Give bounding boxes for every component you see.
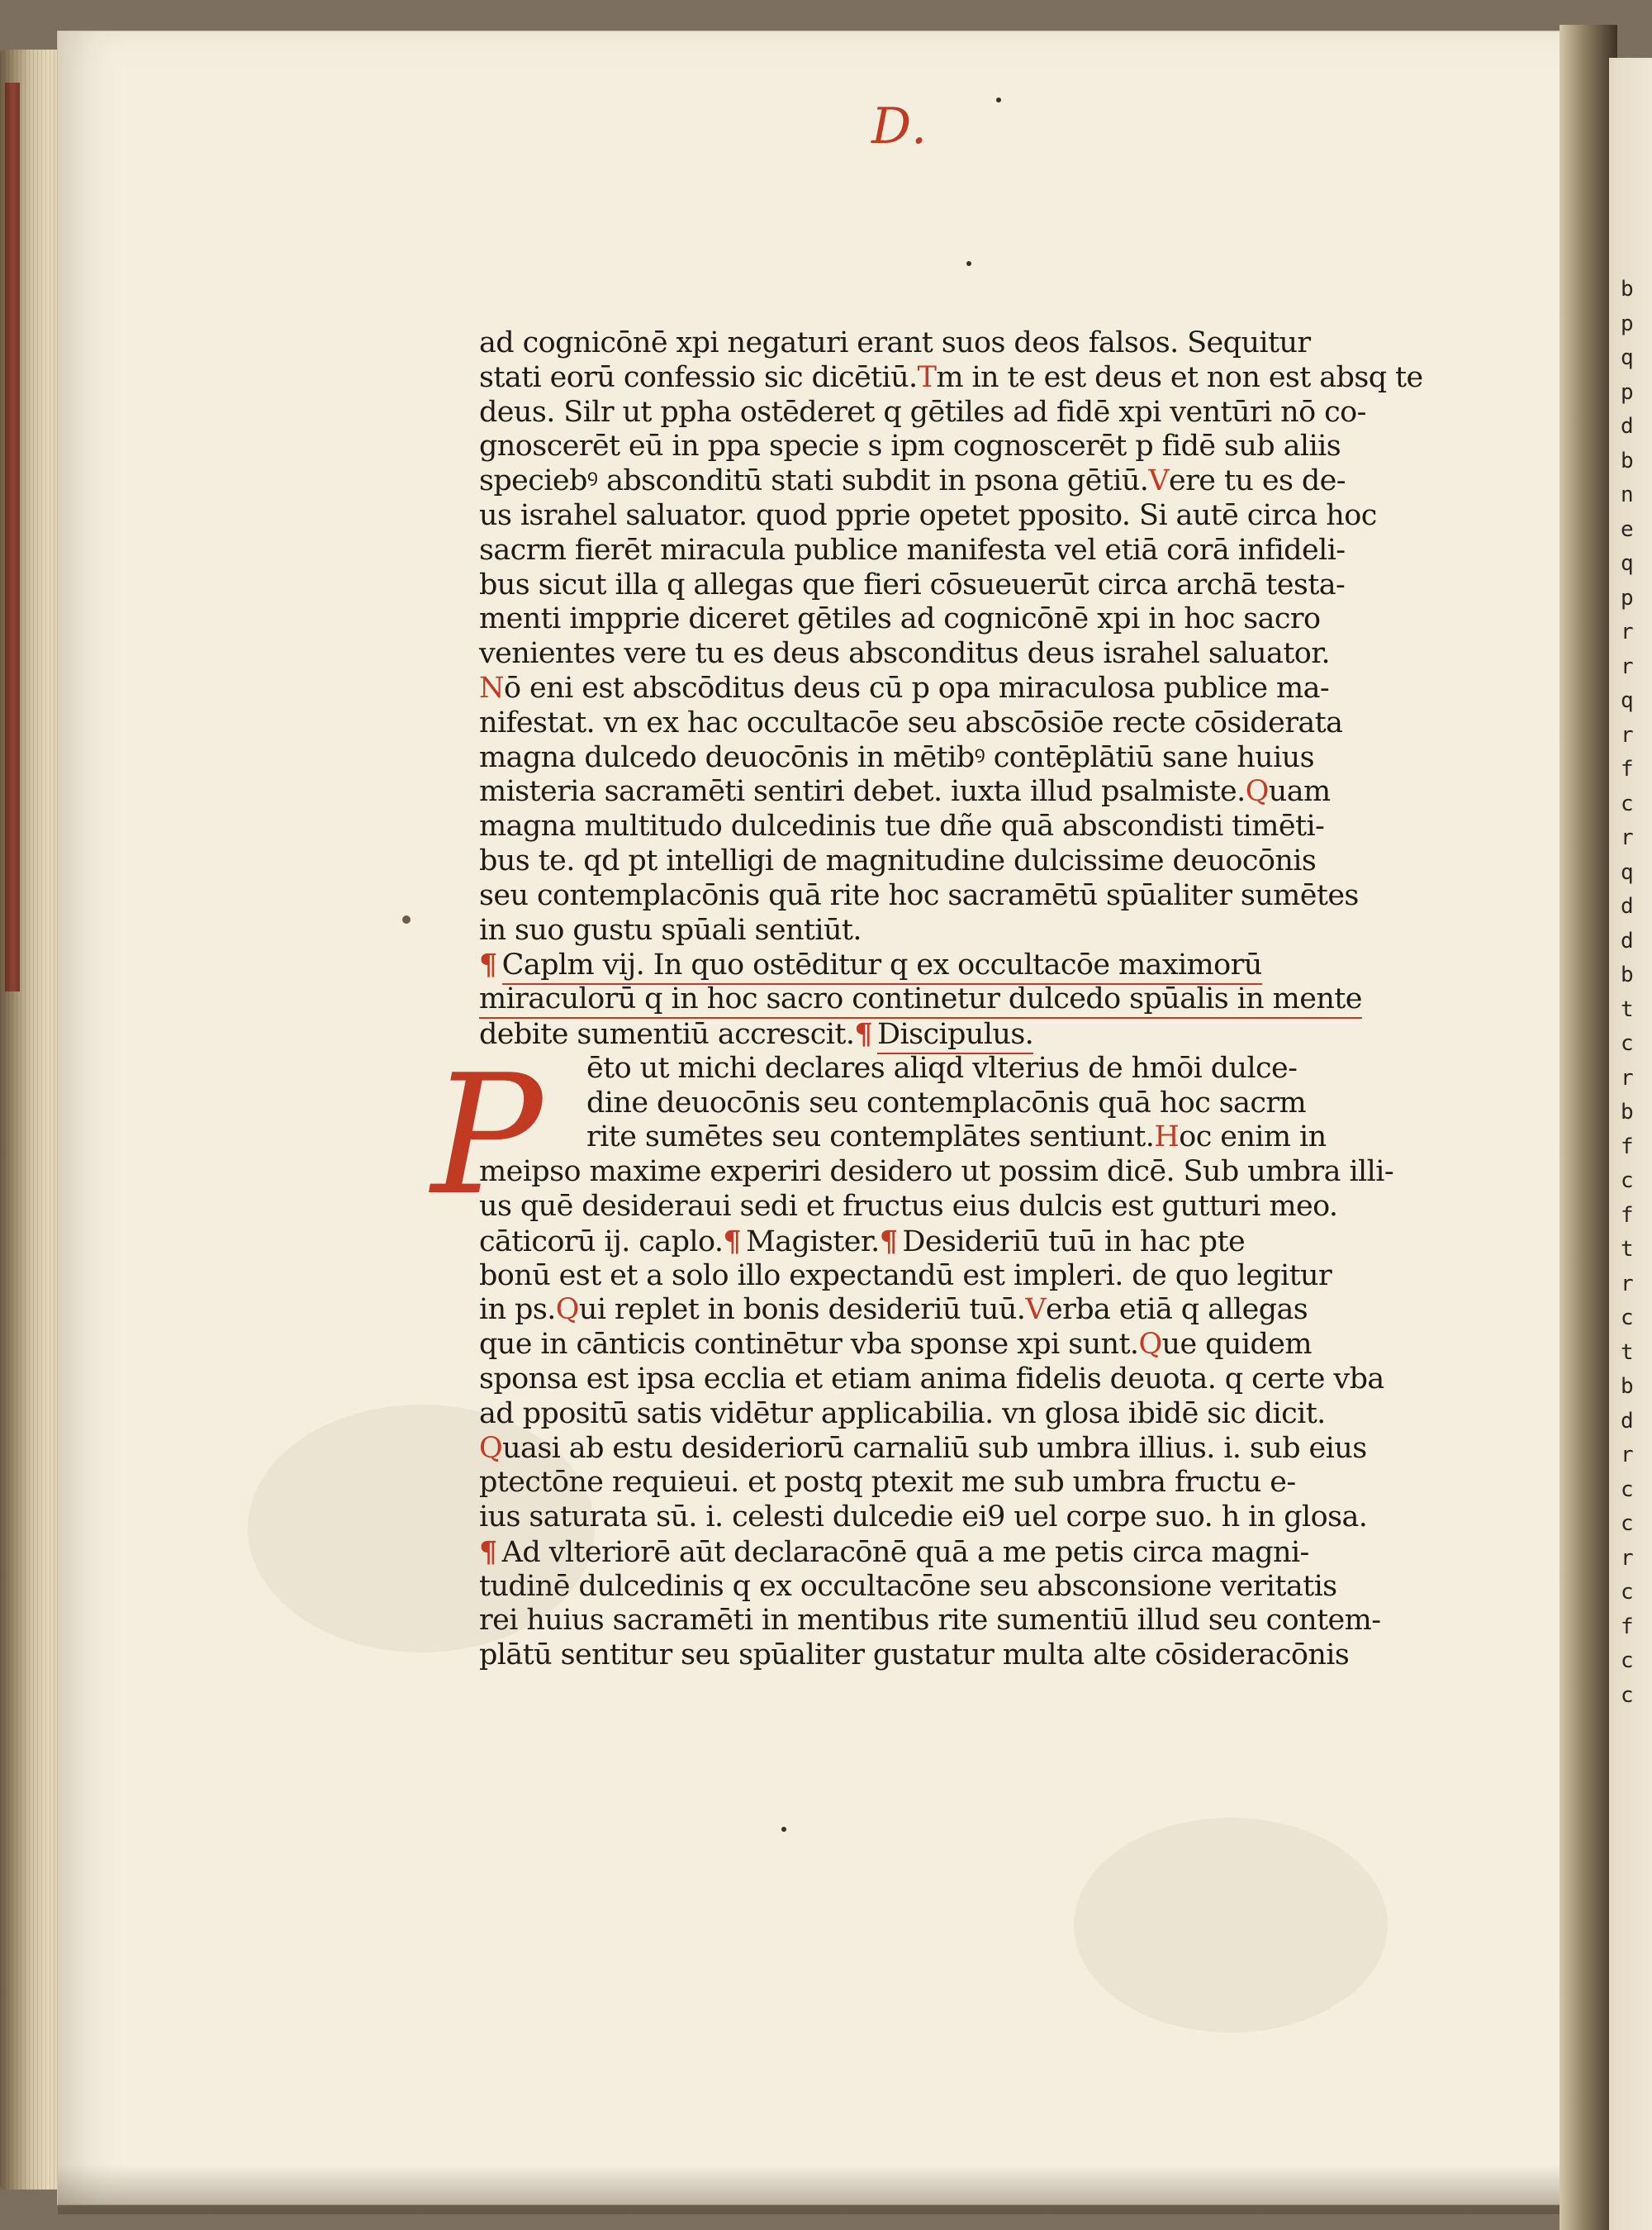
next-page-letter: q bbox=[1621, 345, 1634, 370]
paragraph-mark: ¶ bbox=[723, 1224, 742, 1258]
rubric-letter: T bbox=[917, 360, 937, 394]
next-page-letter: b bbox=[1621, 1100, 1634, 1125]
next-page-letter: r bbox=[1621, 1545, 1634, 1571]
next-page-letter: q bbox=[1621, 688, 1634, 713]
text-line bbox=[479, 706, 1343, 741]
text-segment: ptectōne requieui. et postq ptexit me sub umbra fructu e- bbox=[479, 1466, 1296, 1500]
next-page-letter: c bbox=[1621, 791, 1634, 816]
text-line bbox=[479, 464, 1346, 499]
rubric-letter: Q bbox=[479, 1431, 503, 1465]
text-line bbox=[479, 1431, 1367, 1467]
paragraph-mark: ¶ bbox=[879, 1224, 898, 1258]
ink-dot bbox=[781, 1827, 786, 1832]
text-line bbox=[479, 948, 1338, 982]
next-page-letter: f bbox=[1621, 1134, 1634, 1159]
text-line bbox=[479, 1500, 1368, 1535]
text-line bbox=[479, 1190, 1338, 1224]
next-page-letter: r bbox=[1621, 1065, 1634, 1091]
paragraph-mark: ¶ bbox=[479, 948, 497, 982]
text-segment: que in cānticis continētur vba sponse xpi sunt. bbox=[479, 1328, 1139, 1362]
next-page-letter: c bbox=[1621, 1648, 1634, 1673]
next-page-letter: c bbox=[1621, 1682, 1634, 1708]
text-segment: deus. Silr ut ppha ostēderet q gētiles ad fidē xpi ventūri nō co- bbox=[479, 395, 1366, 429]
text-line bbox=[479, 1397, 1338, 1432]
margin-mark bbox=[402, 915, 411, 924]
text-line bbox=[479, 672, 1338, 706]
text-segment: stati eorū confessio sic dicētiū. bbox=[479, 360, 918, 394]
text-segment: ad cognicōnē xpi negaturi erant suos deos falsos. Sequitur bbox=[479, 326, 1311, 359]
next-page-letter: c bbox=[1621, 1031, 1634, 1056]
next-page-letter: c bbox=[1621, 1580, 1634, 1605]
text-segment: speciebꝰ absconditū stati subdit in psona gētiū. bbox=[479, 464, 1149, 498]
ink-dot bbox=[966, 261, 971, 266]
next-page-letter: p bbox=[1621, 379, 1634, 405]
text-line bbox=[479, 1362, 1384, 1397]
text-line bbox=[479, 982, 1362, 1017]
text-segment: venientes vere tu es deus absconditus deus israhel saluator. bbox=[479, 637, 1331, 671]
text-line bbox=[479, 810, 1338, 844]
text-segment: sacrm fierēt miracula publice manifesta vel etiā corā infideli- bbox=[479, 533, 1346, 567]
text-segment: sponsa est ipsa ecclia et etiam anima fidelis deuota. q certe vba bbox=[479, 1362, 1384, 1396]
text-segment: cāticorū ij. caplo. bbox=[479, 1224, 724, 1258]
rubric-letter: N bbox=[479, 671, 505, 705]
next-page-letter: d bbox=[1621, 1408, 1634, 1434]
next-page-letter: r bbox=[1621, 1271, 1634, 1296]
text-segment: Caplm vij. In quo ostēditur q ex occultacōe maximorū bbox=[502, 949, 1262, 985]
text-line bbox=[479, 1604, 1381, 1638]
text-line bbox=[479, 498, 1377, 534]
next-page-letter: b bbox=[1621, 277, 1634, 302]
text-line bbox=[479, 360, 1423, 396]
text-line bbox=[479, 533, 1346, 568]
next-page-letter: r bbox=[1621, 620, 1634, 644]
next-page-letter: p bbox=[1621, 311, 1634, 336]
text-segment: rei huius sacramēti in mentibus rite sumentiū illud seu contem- bbox=[479, 1604, 1381, 1638]
text-line bbox=[479, 1155, 1394, 1190]
next-page-letter: n bbox=[1621, 483, 1634, 507]
next-page-letter: c bbox=[1621, 1305, 1634, 1330]
next-page-letter: t bbox=[1621, 996, 1634, 1022]
text-block bbox=[479, 326, 1423, 1673]
text-segment: meipso maxime experiri desidero ut possim dicē. Sub umbra illi- bbox=[479, 1155, 1394, 1189]
text-segment: Ad vlteriorē aūt declaracōnē quā a me petis circa magni- bbox=[501, 1535, 1309, 1569]
next-page-letter: f bbox=[1621, 757, 1634, 782]
next-page-letter: b bbox=[1621, 448, 1634, 473]
text-segment: miraculorū q in hoc sacro continetur dulcedo spūalis in mente bbox=[479, 982, 1362, 1019]
text-segment: rite sumētes seu contemplātes sentiunt. bbox=[586, 1120, 1155, 1154]
next-page-letter: r bbox=[1621, 1443, 1634, 1467]
text-segment: ō eni est abscōditus deus cū p opa miraculosa publice ma- bbox=[504, 671, 1330, 705]
text-segment: plātū sentitur seu spūaliter gustatur multa alte cōsideracōnis bbox=[479, 1638, 1350, 1672]
rubric-letter: Q bbox=[1245, 775, 1269, 809]
text-segment: ue quidem bbox=[1161, 1328, 1312, 1362]
text-segment: in ps. bbox=[479, 1293, 556, 1327]
text-segment: ad ppositū satis vidētur applicabilia. vn glosa ibidē sic dicit. bbox=[479, 1396, 1326, 1430]
text-line bbox=[479, 1017, 1338, 1052]
next-page-letter: c bbox=[1621, 1476, 1634, 1502]
red-initial-p: P bbox=[431, 1039, 543, 1232]
text-line bbox=[479, 637, 1338, 672]
text-segment: Desideriū tuū in hac pte bbox=[902, 1224, 1246, 1258]
paragraph-mark: ¶ bbox=[479, 1534, 497, 1569]
text-segment: debite sumentiū accrescit. bbox=[479, 1017, 855, 1051]
text-segment: in suo gustu spūali sentiūt. bbox=[479, 913, 862, 947]
text-segment: us israhel saluator. quod pprie opetet pposito. Si autē circa hoc bbox=[479, 498, 1377, 532]
next-page-letter: t bbox=[1621, 1237, 1634, 1262]
next-page-letter: d bbox=[1621, 894, 1634, 919]
text-line bbox=[479, 1259, 1338, 1294]
text-line bbox=[479, 1466, 1338, 1500]
text-line bbox=[479, 1224, 1338, 1259]
text-segment: Magister. bbox=[746, 1224, 880, 1258]
text-segment: nifestat. vn ex hac occultacōe seu abscōsiōe recte cōsiderata bbox=[479, 706, 1343, 739]
paragraph-mark: ¶ bbox=[854, 1016, 873, 1051]
rubric-letter: Q bbox=[555, 1293, 579, 1327]
page-bottom-shadow bbox=[58, 2165, 1611, 2214]
folio-mark: D. bbox=[871, 97, 929, 155]
text-segment: m in te est deus et non est absq te bbox=[936, 360, 1423, 394]
text-line bbox=[479, 395, 1366, 430]
paper-stain bbox=[1074, 1818, 1388, 2033]
text-segment: bus sicut illa q allegas que fieri cōsueuerūt circa archā testa- bbox=[479, 568, 1346, 601]
text-line bbox=[479, 1052, 1338, 1086]
ink-dot bbox=[996, 97, 1001, 102]
text-line bbox=[479, 878, 1359, 914]
rubric-letter: V bbox=[1025, 1293, 1046, 1327]
red-ribbon bbox=[5, 83, 20, 991]
text-line bbox=[479, 1293, 1338, 1328]
text-line bbox=[479, 914, 1338, 949]
text-line bbox=[479, 1638, 1350, 1673]
text-segment: uam bbox=[1268, 775, 1331, 809]
next-page-letter: p bbox=[1621, 585, 1634, 611]
next-page-letter: c bbox=[1621, 1511, 1634, 1536]
next-page-letter: q bbox=[1621, 551, 1634, 576]
text-segment: us quē desideraui sedi et fructus eius dulcis est gutturi meo. bbox=[479, 1189, 1338, 1223]
text-line bbox=[479, 430, 1341, 464]
next-page-letter: e bbox=[1621, 516, 1634, 542]
text-line bbox=[479, 1086, 1338, 1121]
next-page-letter: f bbox=[1621, 1614, 1634, 1639]
next-page-letter: c bbox=[1621, 1168, 1634, 1193]
next-page-letter: f bbox=[1621, 1202, 1634, 1228]
rubric-letter: Q bbox=[1138, 1328, 1162, 1362]
text-segment: tudinē dulcedinis q ex occultacōne seu absconsione veritatis bbox=[479, 1569, 1337, 1603]
text-segment: seu contemplacōnis quā rite hoc sacramētū spūaliter sumētes bbox=[479, 878, 1359, 912]
text-segment: menti impprie diceret gētiles ad cognicōnē xpi in hoc sacro bbox=[479, 602, 1321, 636]
text-segment: magna dulcedo deuocōnis in mētibꝰ contēplātiū sane huius bbox=[479, 740, 1314, 774]
text-line bbox=[479, 1120, 1338, 1155]
next-page-letter: d bbox=[1621, 928, 1634, 953]
text-segment: magna multitudo dulcedinis tue dñe quā abscondisti timēti- bbox=[479, 810, 1325, 844]
text-segment: ēto ut michi declares aliqd vlterius de hmōi dulce- bbox=[586, 1051, 1298, 1085]
text-segment: erba etiā q allegas bbox=[1046, 1293, 1308, 1327]
next-page-letter: b bbox=[1621, 1374, 1634, 1399]
text-segment: uasi ab estu desideriorū carnaliū sub umbra illius. i. sub eius bbox=[502, 1431, 1367, 1465]
text-segment: dine deuocōnis seu contemplacōnis quā hoc sacrm bbox=[586, 1086, 1307, 1120]
text-line bbox=[479, 568, 1346, 603]
text-segment: bus te. qd pt intelligi de magnitudine dulcissime deuocōnis bbox=[479, 844, 1317, 877]
next-page-letter: r bbox=[1621, 825, 1634, 850]
text-line bbox=[479, 1328, 1338, 1362]
next-page-letters bbox=[1621, 273, 1652, 1743]
text-segment: bonū est et a solo illo expectandū est impleri. de quo legitur bbox=[479, 1258, 1332, 1292]
text-segment: Discipulus. bbox=[877, 1018, 1033, 1054]
text-line bbox=[479, 775, 1338, 810]
text-line bbox=[479, 1570, 1338, 1605]
text-line bbox=[479, 741, 1338, 776]
next-page-letter: t bbox=[1621, 1339, 1634, 1365]
next-page-letter: r bbox=[1621, 722, 1634, 748]
text-segment: oc enim in bbox=[1179, 1120, 1327, 1154]
text-line bbox=[479, 602, 1338, 637]
text-line bbox=[479, 1535, 1338, 1570]
next-page-letter: d bbox=[1621, 414, 1634, 439]
rubric-letter: H bbox=[1154, 1120, 1180, 1154]
text-segment: ere tu es de- bbox=[1169, 464, 1346, 498]
next-page-letter: r bbox=[1621, 654, 1634, 679]
text-segment: ui replet in bonis desideriū tuū. bbox=[578, 1293, 1026, 1327]
next-page-letter: b bbox=[1621, 963, 1634, 987]
text-line bbox=[479, 326, 1338, 361]
text-segment: misteria sacramēti sentiri debet. iuxta illud psalmiste. bbox=[479, 775, 1246, 809]
next-page-letter: q bbox=[1621, 859, 1634, 885]
text-segment: gnoscerēt eū in ppa specie s ipm cognoscerēt p fidē sub aliis bbox=[479, 430, 1341, 464]
text-segment: ius saturata sū. i. celesti dulcedie ei9 uel corpe suo. h in glosa. bbox=[479, 1500, 1368, 1534]
text-line bbox=[479, 844, 1338, 879]
rubric-letter: V bbox=[1148, 464, 1170, 498]
